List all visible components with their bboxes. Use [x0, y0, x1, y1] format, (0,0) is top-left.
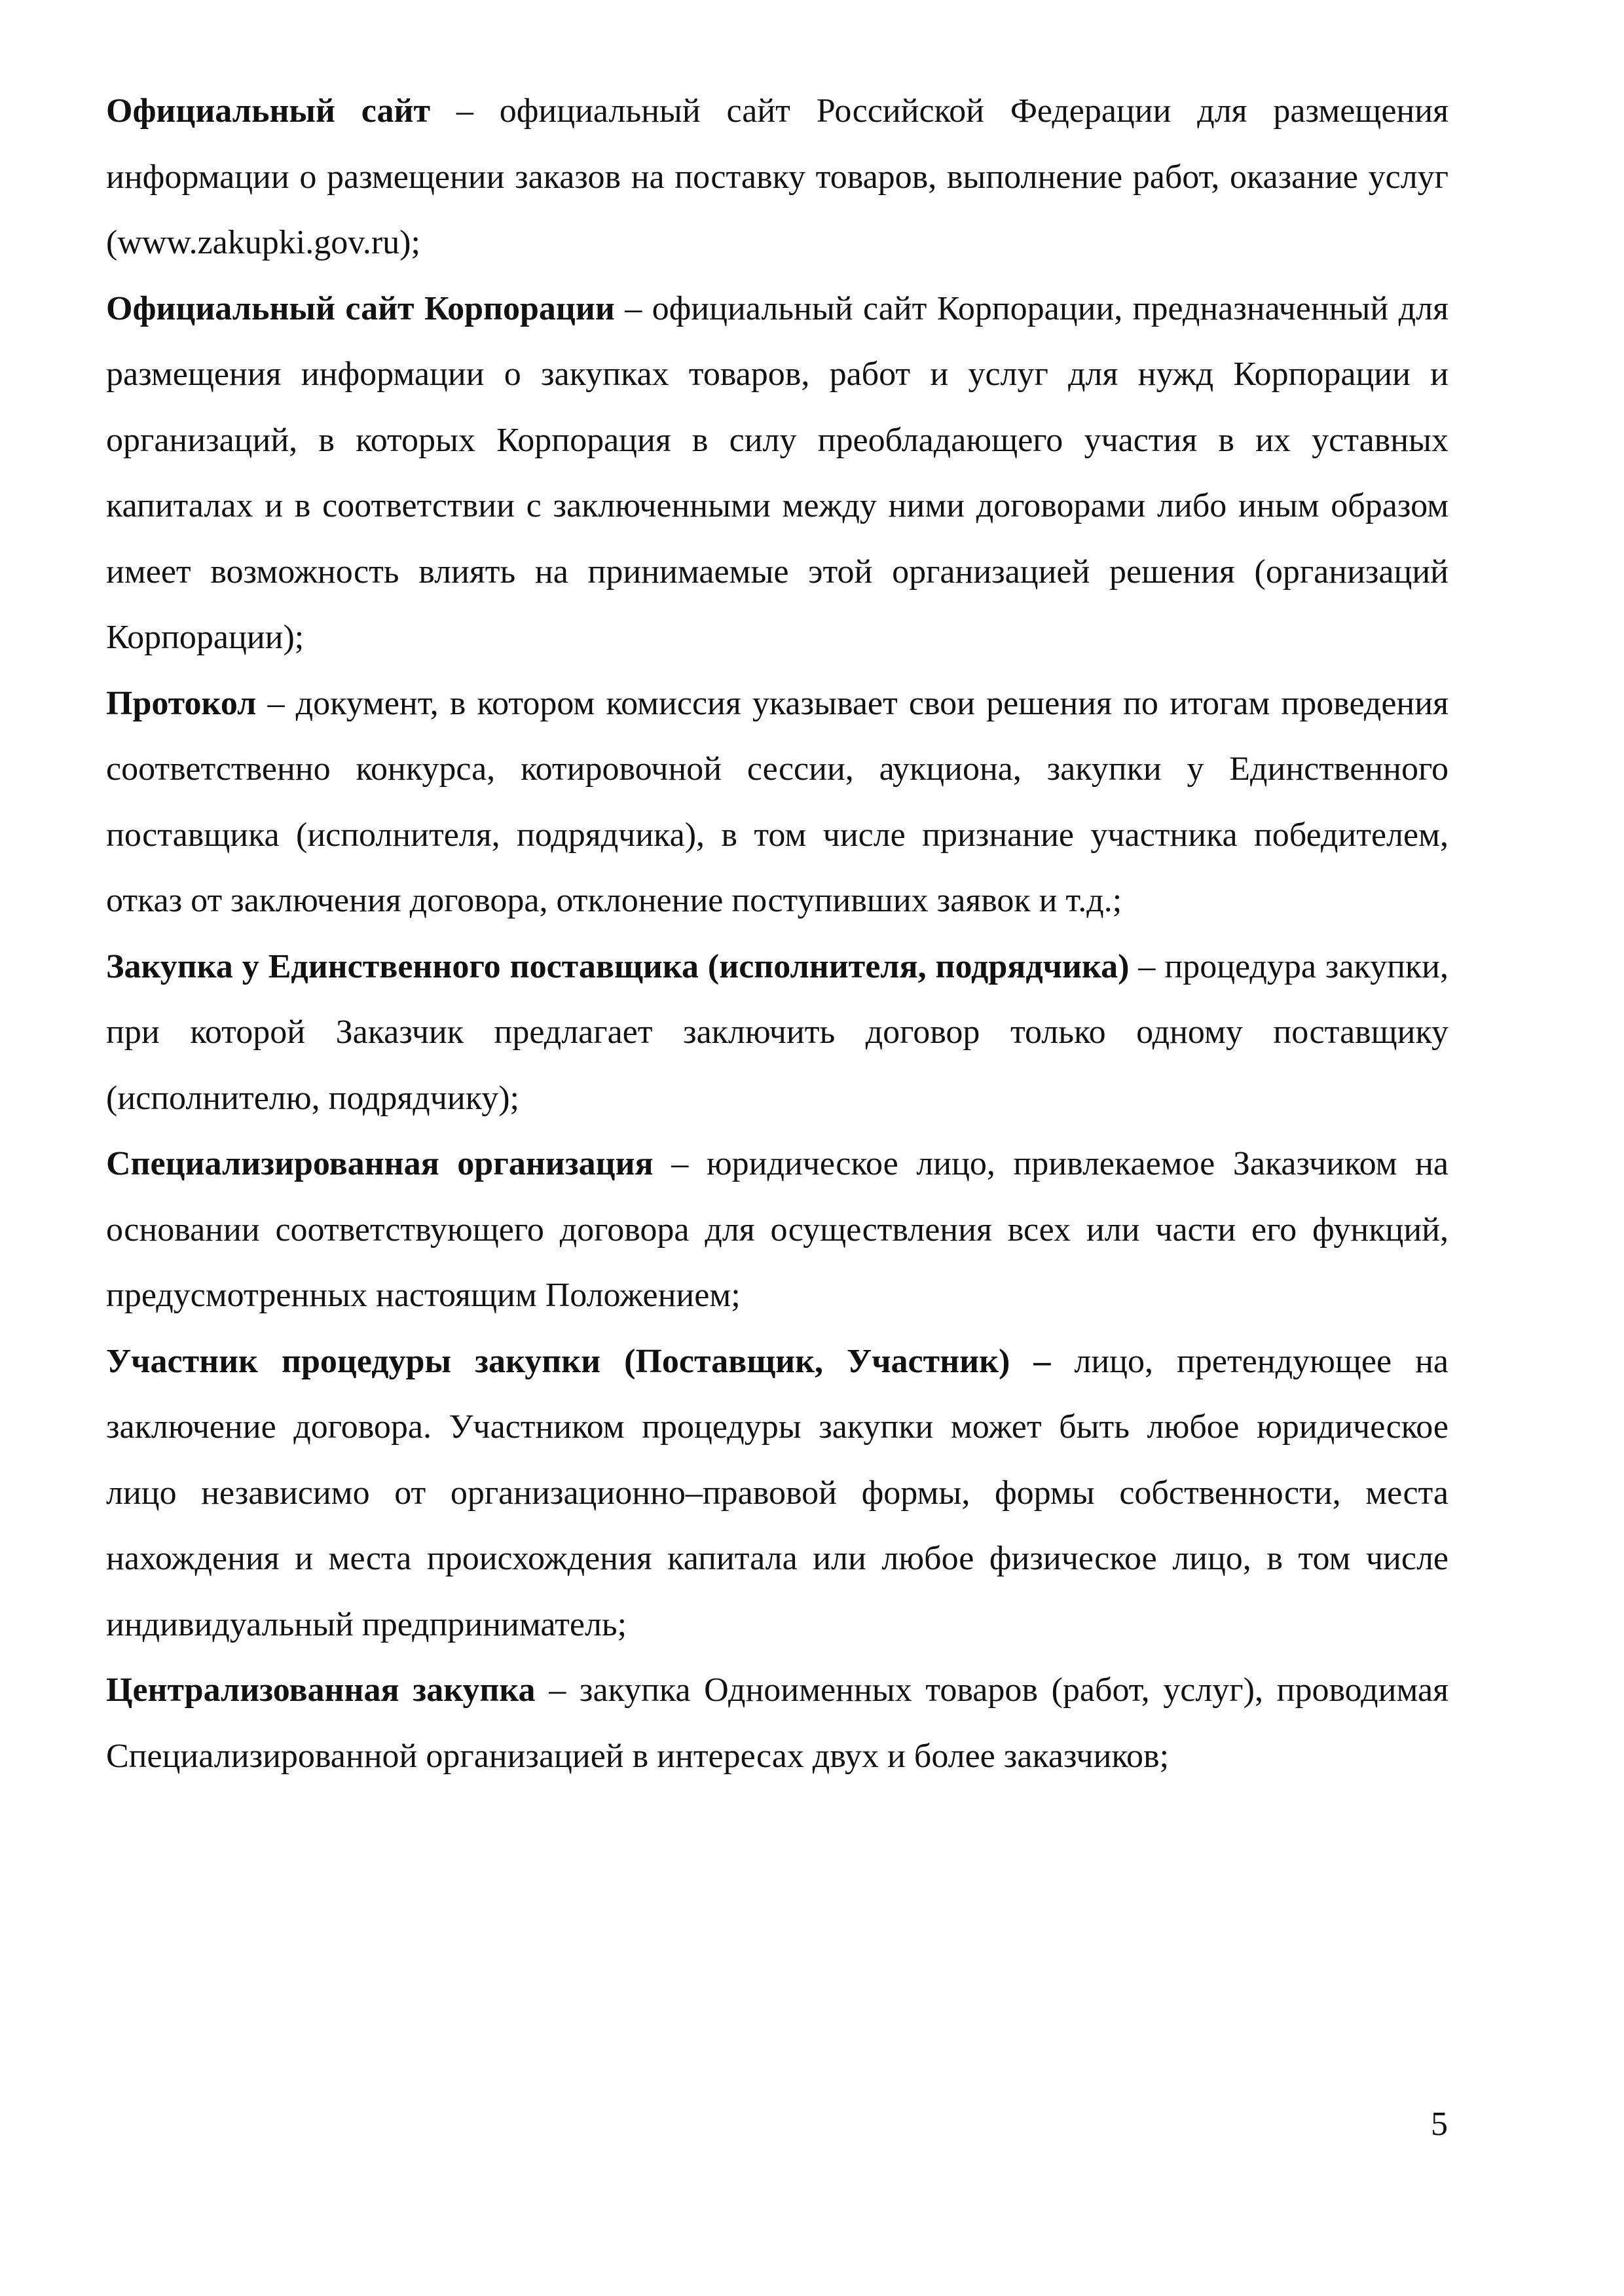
definition-specialized-organization	[106, 1131, 1449, 1329]
definition-term: Централизованная закупка	[106, 1671, 536, 1709]
definition-text: – официальный сайт Российской Федерации для размещения информации о размещении заказов на поставку товаров, выполнение работ, оказание услуг (www.zakupki.gov.ru);	[106, 92, 1449, 261]
definition-term: Официальный сайт Корпорации	[106, 289, 615, 327]
definition-centralized-purchase	[106, 1658, 1449, 1789]
definition-text: лицо, претендующее на заключение договора. Участником процедуры закупки может быть любое юридическое лицо независимо от организационно–правовой формы, формы собственности, места нахождения и места происхождения капитала или любое физическое лицо, в том числе индивидуальный предприниматель;	[106, 1342, 1449, 1643]
definition-official-site	[106, 79, 1449, 276]
definition-term: Протокол	[106, 684, 257, 722]
definition-text: – документ, в котором комиссия указывает свои решения по итогам проведения соответственно конкурса, котировочной сессии, аукциона, закупки у Единственного поставщика (исполнителя, подрядчика), в том числе признание участника победителем, отказ от заключения договора, отклонение поступивших заявок и т.д.;	[106, 684, 1449, 919]
definition-term: Специализированная организация	[106, 1145, 654, 1182]
definition-text: – процедура закупки, при которой Заказчик предлагает заключить договор только одному поставщику (исполнителю, подрядчику);	[106, 947, 1449, 1117]
definition-term: Участник процедуры закупки (Поставщик, Участник) –	[106, 1342, 1051, 1380]
definition-official-site-corporation	[106, 276, 1449, 671]
definition-text: – официальный сайт Корпорации, предназначенный для размещения информации о закупках товаров, работ и услуг для нужд Корпорации и организаций, в которых Корпорация в силу преобладающего участия в их уставных капиталах и в соответствии с заключенными между ними договорами либо иным образом имеет возможность влиять на принимаемые этой организацией решения (организаций Корпорации);	[106, 289, 1449, 656]
definition-procurement-participant	[106, 1329, 1449, 1658]
page-body	[106, 79, 1449, 1789]
definition-text: – юридическое лицо, привлекаемое Заказчиком на основании соответствующего договора для осуществления всех или части его функций, предусмотренных настоящим Положением;	[106, 1145, 1449, 1314]
definition-protocol	[106, 671, 1449, 934]
definition-single-supplier-purchase	[106, 934, 1449, 1132]
definition-term: Закупка у Единственного поставщика (исполнителя, подрядчика)	[106, 947, 1130, 985]
page-number: 5	[1431, 2105, 1448, 2143]
definition-text: – закупка Одноименных товаров (работ, услуг), проводимая Специализированной организацией в интересах двух и более заказчиков;	[106, 1671, 1449, 1775]
definition-term: Официальный сайт	[106, 92, 431, 130]
